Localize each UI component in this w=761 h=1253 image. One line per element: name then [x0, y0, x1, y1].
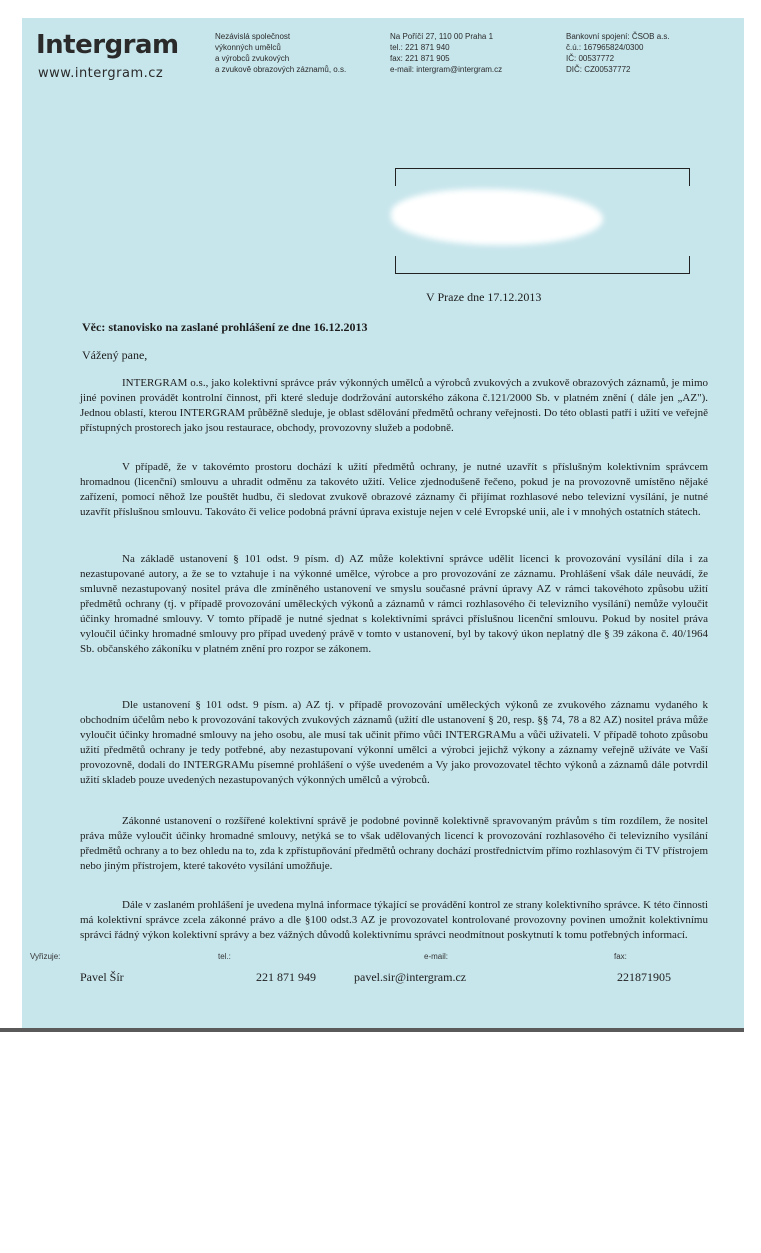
website-text: www.intergram.cz	[38, 66, 164, 81]
salutation: Vážený pane,	[82, 348, 148, 362]
intergram-logo: Intergram	[36, 30, 179, 60]
footer-label-handler: Vyřizuje:	[30, 952, 61, 961]
footer-email: pavel.sir@intergram.cz	[354, 970, 467, 984]
scan-edge	[0, 1028, 744, 1032]
footer-label-tel: tel.:	[218, 952, 231, 961]
paragraph-5: Zákonné ustanovení o rozšířené kolektivní správě je podobné povinně kolektivně spravovaným právům s tím rozdílem, že nositel práva může vyloučit účinky hromadné smlouvy, netýká se to však udělovaných licencí k provozování rozhlasového či televizního vysílání předmětů ochrany a to bez ohledu na to, zda k zpřístupňování předmětů ochrany dochází prostřednictvím přímo rozhlasovým či TV přístrojem nebo jiným přístrojem, které takovéto vysílání umožňuje.	[80, 815, 708, 872]
paragraph-2: V případě, že v takovémto prostoru dochází k užití předmětů ochrany, je nutné uzavřít s příslušným kolektivním správcem hromadnou (licenční) smlouvu a uhradit odměnu za takovéto užití. Velice zjednodušeně řečeno, pokud je na provozovně umístěno nějaké zařízení, pomocí něhož lze pouštět hudbu, či sledovat zvukově obrazové záznamy či přijímat rozhlasové nebo televizní vysílání, je nutné uzavřít příslušnou smlouvu. Takováto či velice podobná právní úprava existuje nejen v celé Evropské unii, ale i v mnohých ostatních státech.	[80, 461, 708, 518]
paragraph-6: Dále v zaslaném prohlášení je uvedena mylná informace týkající se provádění kontrol ze strany kolektivního správce. K této činnosti má kolektivní správce zcela zákonné právo a dle §100 odst.3 AZ je provozovatel kontrolované provozovny povinen umožnit kolektivnímu správci řádný výkon kolektivní správy a bez vážných důvodů kolektivnímu správci neodmítnout poskytnutí k tomu potřebných informací.	[80, 899, 708, 941]
redacted-address	[397, 195, 597, 239]
footer-label-email: e-mail:	[424, 952, 449, 961]
contact-info: Na Poříčí 27, 110 00 Praha 1 tel.: 221 871 940 fax: 221 871 905 e-mail: intergram@intergram.cz	[390, 32, 503, 74]
paragraph-1: INTERGRAM o.s., jako kolektivní správce práv výkonných umělců a výrobců zvukových a zvukově obrazových záznamů, je mimo jiné povinen provádět kontrolní činnost, při které sleduje dodržování autorského zákona č.121/2000 Sb. v platném znění ( dále jen „AZ"). Jednou oblastí, kterou INTERGRAM průběžně sleduje, je oblast sdělování předmětů ochrany veřejnosti. Do této oblasti patří i užití ve veřejně přístupných prostorech jako jsou restaurace, obchody, provozovny služeb a podobně.	[80, 377, 708, 434]
paragraph-3: Na základě ustanovení § 101 odst. 9 písm. d) AZ může kolektivní správce udělit licenci k provozování vysílání díla i za nezastupované autory, a že se to vztahuje i na výkonné umělce, výrobce a pro provozování ze záznamu. Prohlášení však dále neuvádí, že smluvně nezastupovaný nositel práva dle zmíněného ustanovení ve smyslu současné právní úpravy AZ v rámci takovéhoto způsobu užití předmětů ochrany (tj. v případě provozování uměleckých výkonů a záznamů v rámci rozhlasového či televizního vysílání) nemůže vyloučit účinky hromadné smlouvy. V tomto případě je nutné sjednat s kolektivními správci příslušnou licenční smlouvu. Pokud by nositel práva vyloučil účinky hromadné smlouvy pro případ uvedený právě v tomto v ustanovení, byl by takový úkon neplatný dle § 39 zákona č. 40/1964 Sb. občanského zákoníku v platném znění pro rozpor se zákonem.	[80, 553, 708, 655]
org-description: Nezávislá společnost výkonných umělců a výrobců zvukových a zvukově obrazových záznamů, o.s.	[215, 32, 347, 74]
subject-line: Věc: stanovisko na zaslané prohlášení ze dne 16.12.2013	[82, 320, 368, 334]
footer-fax: 221871905	[617, 970, 671, 984]
paragraph-4: Dle ustanovení § 101 odst. 9 písm. a) AZ tj. v případě provozování uměleckých výkonů ze zvukového záznamu vydaného k obchodním účelům nebo k provozování takových zvukových záznamů (užití dle ustanovení § 20, resp. §§ 74, 78 a 82 AZ) nositel práva může vyloučit účinky hromadné smlouvy na jeho osobu, ale musí tak učinit přímo vůči INTERGRAMu a vůči uživateli. V případě tohoto způsobu užití předmětů ochrany je tedy potřebné, aby nezastupovaní výkonní umělci a výrobci jejichž výkony a záznamy veřejně užíváte ve Vaší provozovně, dodali do INTERGRAMu písemné prohlášení o výše uvedeném a Vy jako provozovatel těchto výkonů a záznamů dále potvrdil užití skladeb pouze uvedených nezastupovaných výkonných umělců a výrobců.	[80, 699, 708, 786]
footer-name: Pavel Šír	[80, 970, 124, 984]
date-line: V Praze dne 17.12.2013	[426, 290, 542, 304]
letter-sheet	[22, 18, 744, 1028]
bank-info: Bankovní spojení: ČSOB a.s. č.ú.: 167965824/0300 IČ: 00537772 DIČ: CZ00537772	[566, 32, 670, 74]
footer-label-fax: fax:	[614, 952, 627, 961]
footer-tel: 221 871 949	[256, 970, 316, 984]
